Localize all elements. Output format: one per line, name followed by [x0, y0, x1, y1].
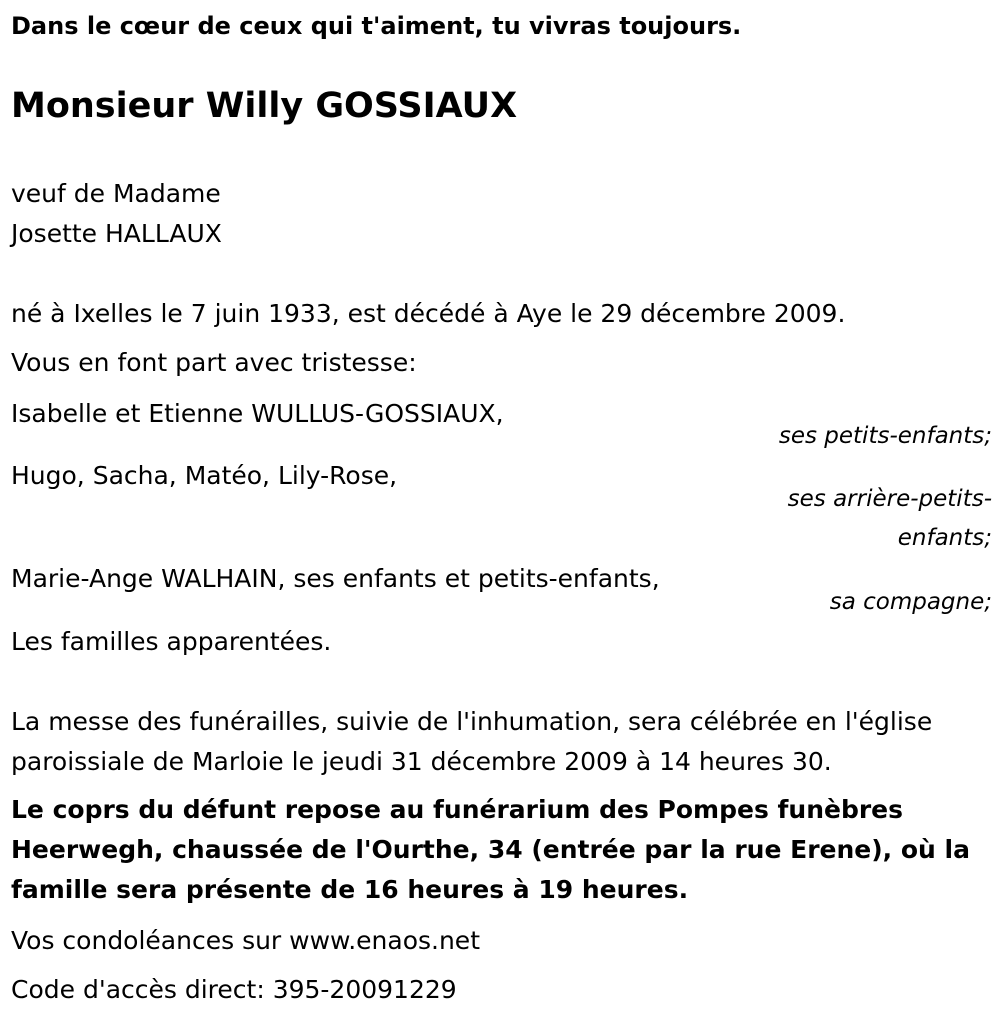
widower-line-1: veuf de Madame [11, 179, 221, 208]
body-rest-paragraph [11, 790, 986, 910]
funeral-mass-line: paroissiale de Marloie le jeudi 31 décembre 2009 à 14 heures 30. [11, 747, 832, 776]
family-member-role: sa compagne; [829, 589, 992, 615]
body-rest-line: Heerwegh, chaussée de l'Ourthe, 34 (entrée par la rue Erene), où la [11, 835, 970, 864]
funeral-mass-paragraph [11, 702, 986, 782]
widower-line-2: Josette HALLAUX [11, 219, 222, 248]
birth-death-statement: né à Ixelles le 7 juin 1933, est décédé à Aye le 29 décembre 2009. [11, 299, 846, 328]
family-member-role: enfants; [897, 525, 992, 551]
motto-heading: Dans le cœur de ceux qui t'aiment, tu vivras toujours. [11, 12, 742, 40]
family-member-names: Isabelle et Etienne WULLUS-GOSSIAUX, [11, 399, 504, 428]
condolences-line: Vos condoléances sur www.enaos.net [11, 926, 480, 955]
family-member-role: ses petits-enfants; [778, 423, 992, 449]
funeral-mass-line: La messe des funérailles, suivie de l'inhumation, sera célébrée en l'église [11, 707, 933, 736]
deceased-name: Monsieur Willy GOSSIAUX [11, 86, 518, 126]
body-rest-line: Le coprs du défunt repose au funérarium des Pompes funèbres [11, 795, 904, 824]
body-rest-line: famille sera présente de 16 heures à 19 heures. [11, 875, 689, 904]
families-related: Les familles apparentées. [11, 627, 332, 656]
announcement-intro: Vous en font part avec tristesse: [11, 348, 417, 377]
family-member-names: Marie-Ange WALHAIN, ses enfants et petits-enfants, [11, 564, 660, 593]
family-member-names: Hugo, Sacha, Matéo, Lily-Rose, [11, 461, 398, 490]
family-member-role: ses arrière-petits- [787, 486, 992, 512]
access-code-line: Code d'accès direct: 395-20091229 [11, 975, 457, 1004]
